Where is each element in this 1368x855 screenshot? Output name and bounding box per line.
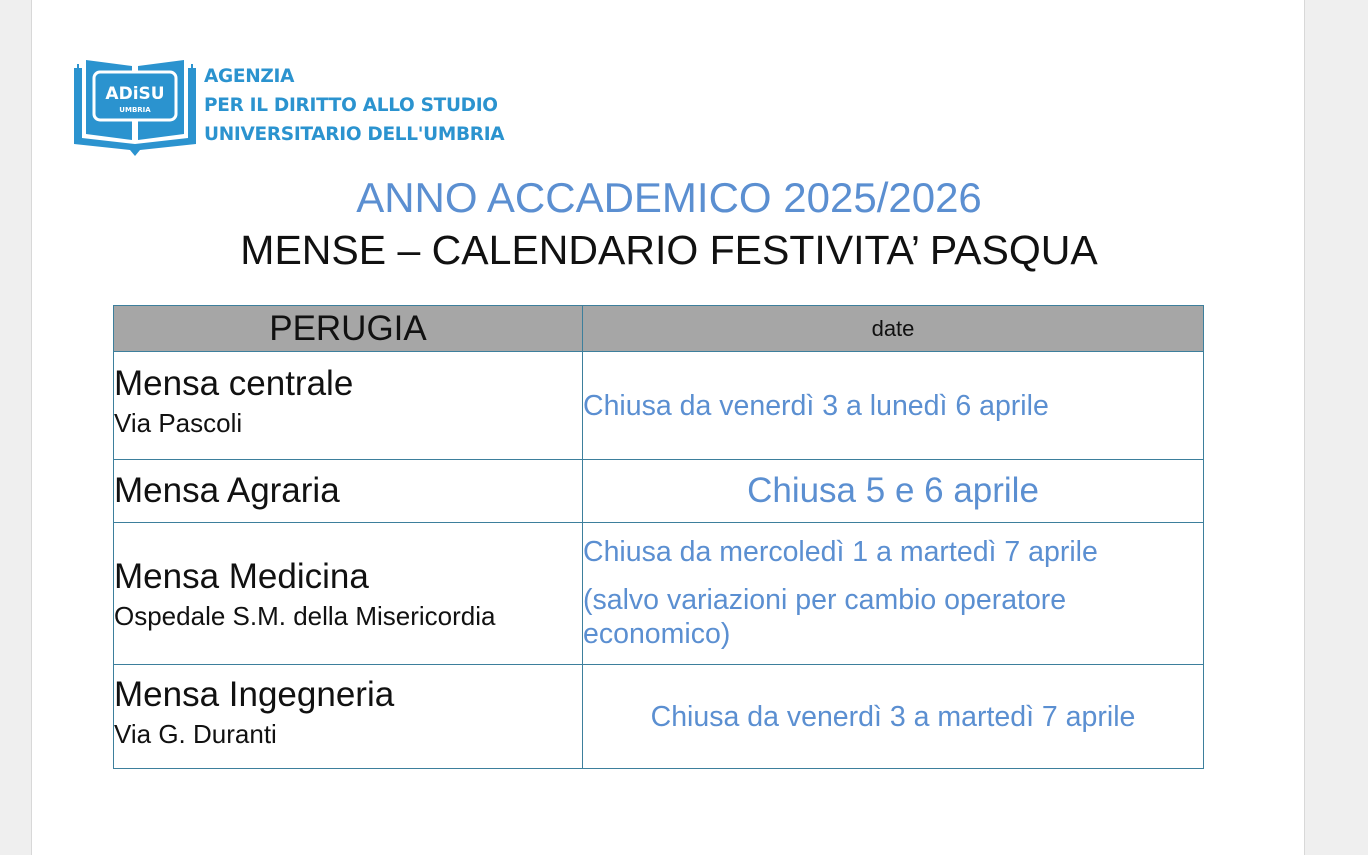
closure-info: Chiusa da venerdì 3 a martedì 7 aprile — [650, 700, 1136, 733]
document-page — [31, 0, 1305, 855]
header-city: PERUGIA — [114, 306, 583, 352]
header-date: date — [583, 306, 1204, 352]
closure-info: Chiusa da venerdì 3 a lunedì 6 aprile — [583, 389, 1049, 422]
closure-info-cell — [583, 352, 1204, 460]
table-header-row — [114, 306, 1204, 352]
closure-info-cell — [583, 523, 1204, 665]
table-row — [114, 523, 1204, 665]
canteen-name: Mensa Agraria — [114, 471, 340, 510]
academic-year-title: ANNO ACCADEMICO 2025/2026 — [356, 174, 982, 221]
canteen-name: Mensa centrale — [114, 364, 354, 403]
svg-text:UMBRIA: UMBRIA — [119, 106, 151, 114]
closure-info-cell — [583, 460, 1204, 523]
place-cell — [114, 665, 583, 769]
closure-info-cell — [583, 665, 1204, 769]
place-cell — [114, 460, 583, 523]
calendar-subtitle: MENSE – CALENDARIO FESTIVITA’ PASQUA — [240, 227, 1098, 273]
adisu-logo — [72, 50, 542, 160]
closure-info: Chiusa 5 e 6 aprile — [747, 471, 1039, 510]
table-row — [114, 352, 1204, 460]
canteen-name: Mensa Medicina — [114, 556, 369, 596]
canteen-address: Via G. Duranti — [114, 719, 277, 749]
agency-name-line-1: AGENZIA — [204, 66, 295, 87]
open-book-logo-icon — [72, 50, 198, 158]
canteen-address: Ospedale S.M. della Misericordia — [114, 600, 496, 631]
closure-info: Chiusa da mercoledì 1 a martedì 7 aprile — [583, 536, 1098, 568]
agency-name-line-3: UNIVERSITARIO DELL'UMBRIA — [204, 124, 505, 145]
agency-name — [204, 62, 504, 149]
canteen-address: Via Pascoli — [114, 408, 243, 438]
place-cell — [114, 352, 583, 460]
table-row — [114, 460, 1204, 523]
table-row — [114, 665, 1204, 769]
svg-text:ADiSU: ADiSU — [105, 84, 165, 104]
canteen-name: Mensa Ingegneria — [114, 675, 395, 714]
closure-note: (salvo variazioni per cambio operatore economico) — [583, 584, 1067, 650]
canteen-schedule-table — [113, 305, 1204, 769]
place-cell — [114, 523, 583, 665]
agency-name-line-2: PER IL DIRITTO ALLO STUDIO — [204, 95, 498, 116]
